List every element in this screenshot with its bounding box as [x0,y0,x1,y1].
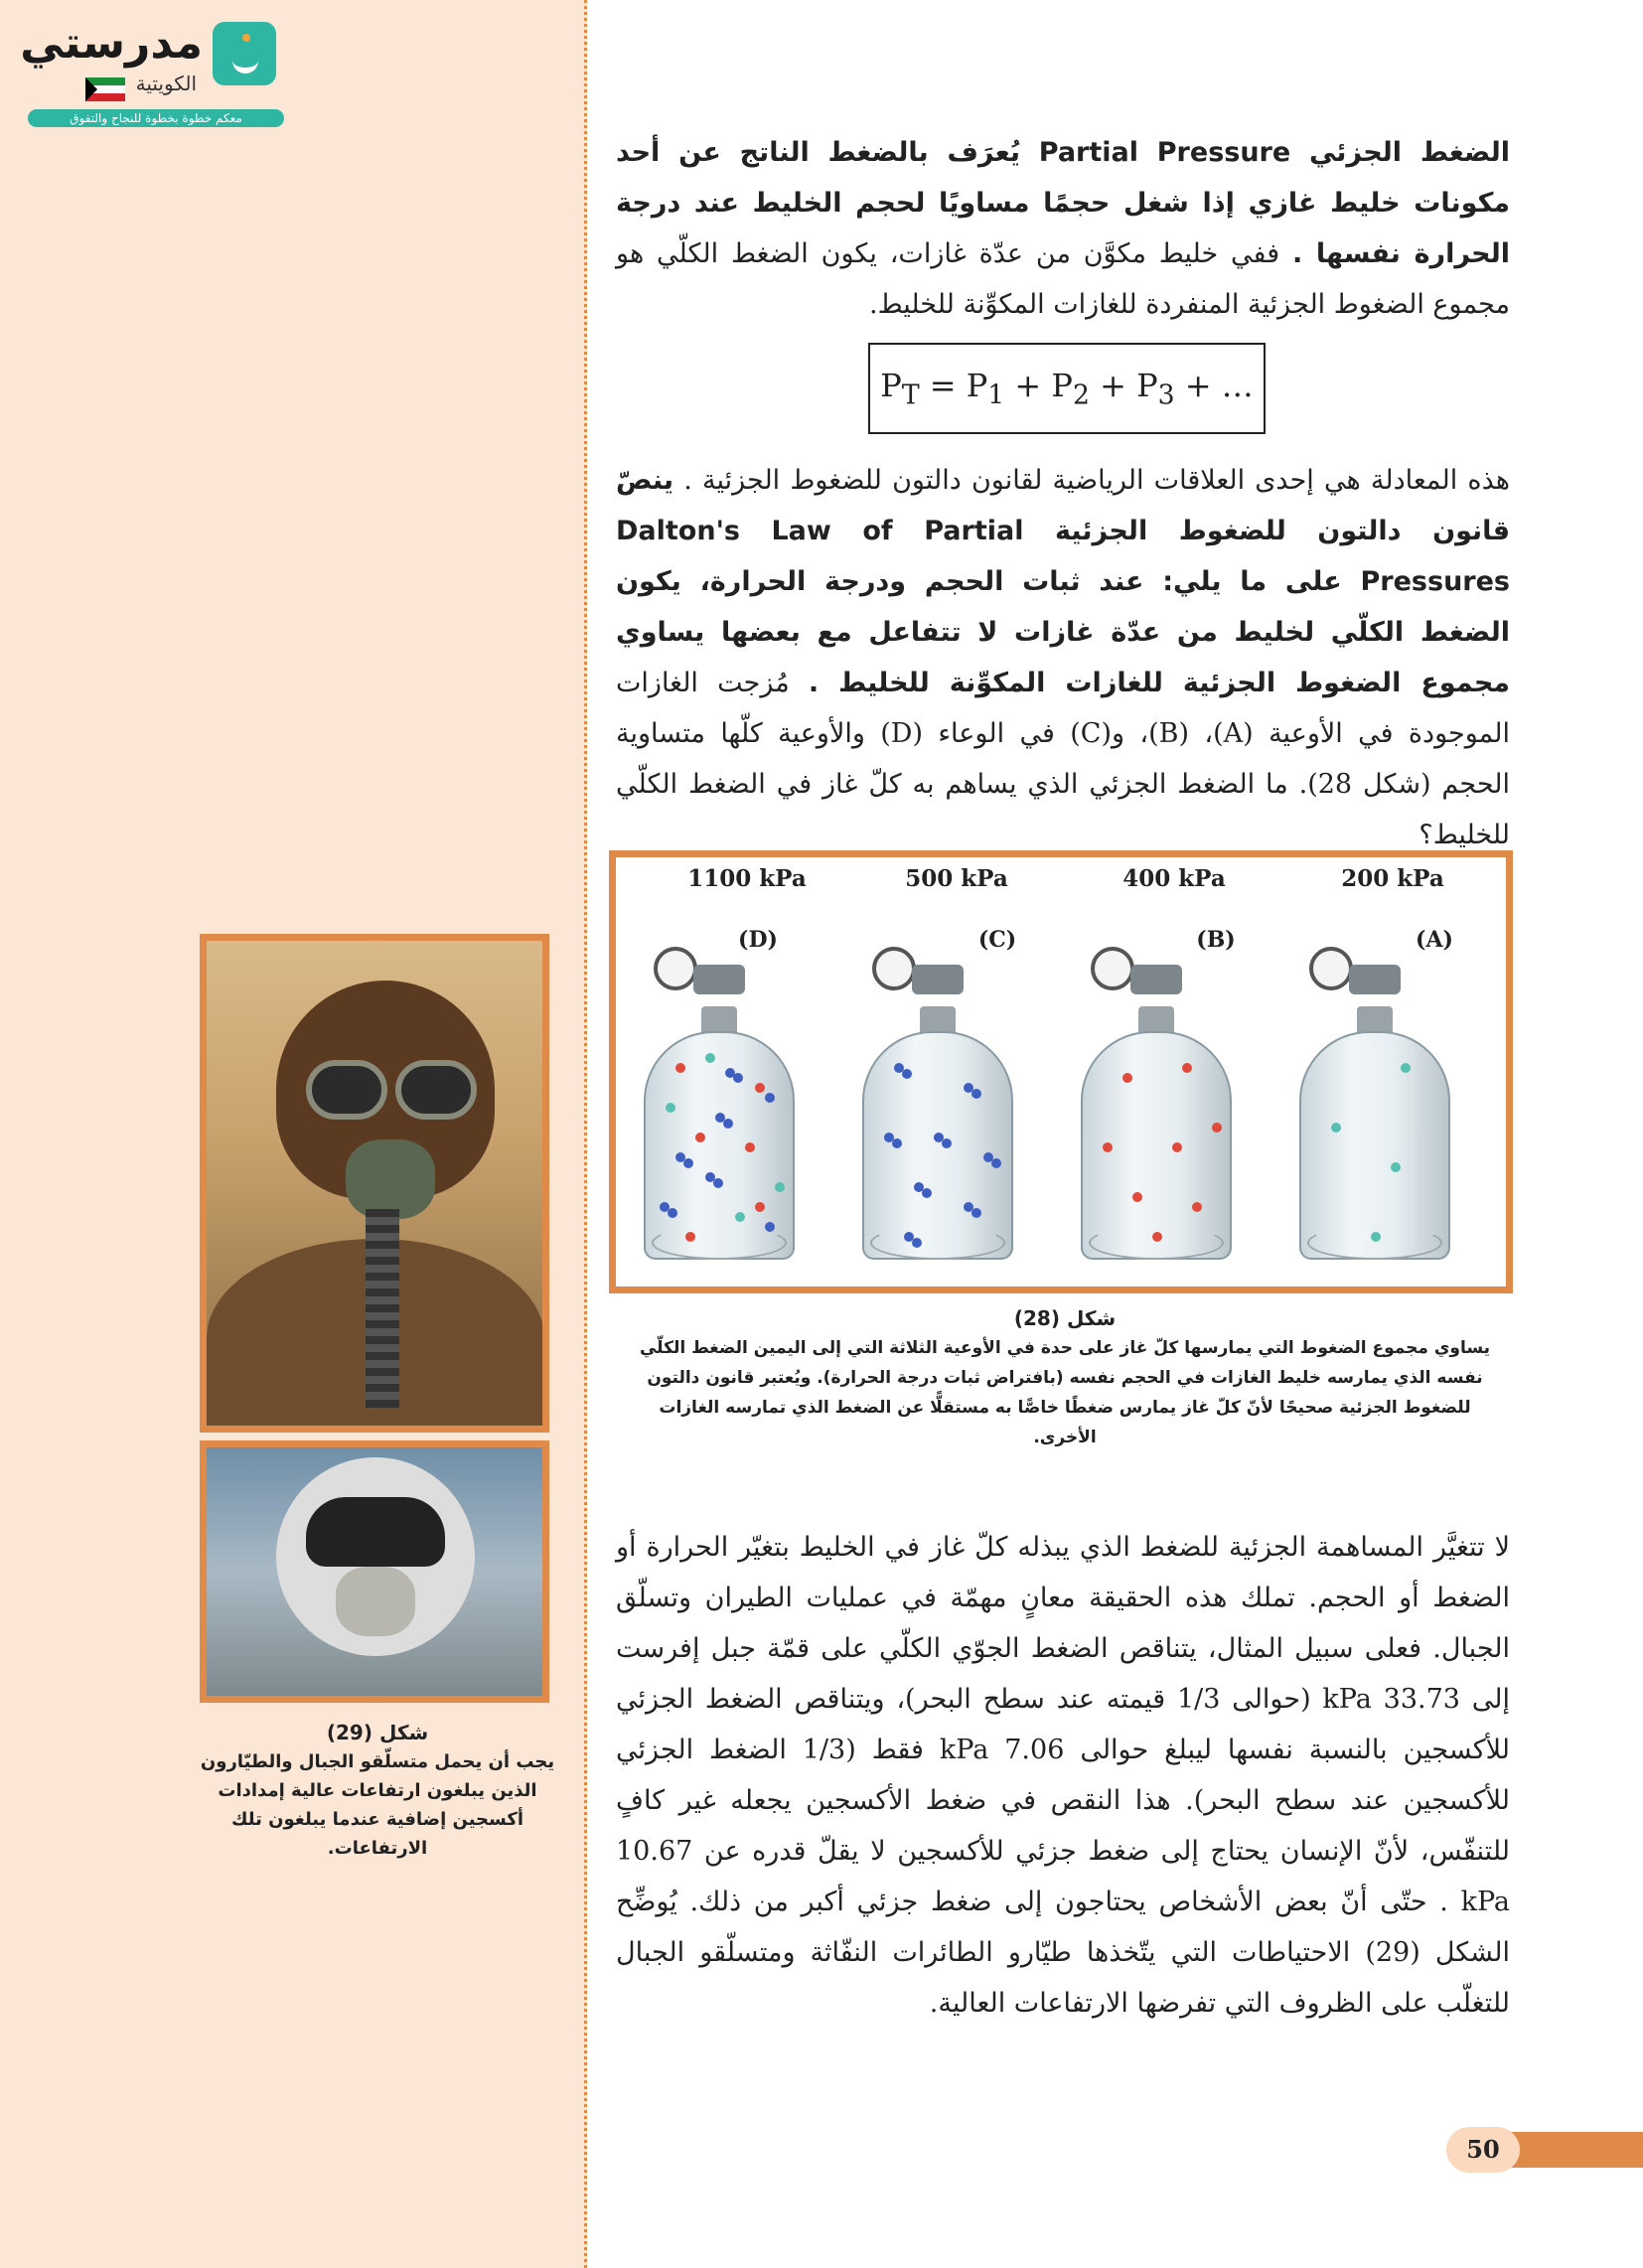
vessel-c-label: (C) [977,927,1017,953]
vessel-c-pressure: 500 kPa [905,865,1008,892]
vessel-c [862,1031,1013,1260]
pilot-photo-jet [200,1440,549,1703]
figure28 [609,850,1513,1293]
vessel-b-pressure: 400 kPa [1122,865,1226,892]
figure29-text: يجب أن يحمل متسلّقو الجبال والطيّارون الذين يبلغون ارتفاعات عالية إمدادات أكسجين إضافية عندما يبلغون تلك الارتفاعات. [200,1751,555,1859]
gauge-icon [1309,947,1353,990]
valve-icon [912,965,964,994]
valve-icon [1130,965,1182,994]
logo-tagline: معكم خطوة بخطوة للنجاح والتفوق [28,109,284,127]
gauge-icon [654,947,697,990]
paragraph2-intro: هذه المعادلة هي إحدى العلاقات الرياضية لقانون دالتون للضغوط الجزئية . [683,465,1510,496]
dalton-law-statement: ينصّ قانون دالتون للضغوط الجزئية Dalton's Law of Partial Pressures على ما يلي: عند ثبات الحجم ودرجة الحرارة، يكون الضغط الكلّي لخليط من عدّة غازات لا تتفاعل مع بعضها يساوي مجموع الضغوط الجزئية للغازات المكوِّنة للخليط . [616,465,1511,698]
figure29-caption [189,1719,566,1863]
paragraph2-text: مُزجت الغازات الموجودة في الأوعية (A)، (B)، و(C) في الوعاء (D) والأوعية كلّها متساوية الحجم (شكل 28). ما الضغط الجزئي الذي يساهم به كلّ غاز في الضغط الكلّي للخليط؟ [616,668,1511,850]
figure28-text: يساوي مجموع الضغوط التي يمارسها كلّ غاز على حدة في الأوعية الثلاثة التي إلى اليمين الضغط الكلّي نفسه الذي يمارسه خليط الغازات في الحجم نفسه (بافتراض ثبات درجة الحرارة). ويُعتبر قانون دالتون للضغوط الجزئية صحيحًا لأنّ كلّ غاز يمارس ضغطًا خاصًّا به مستقلًّا عن الضغط الذي تمارسه الغازات الأخرى. [639,1338,1491,1447]
logo-title: مدرستي [20,18,203,69]
vessel-a [1299,1031,1450,1260]
page-number: 50 [1446,2127,1520,2173]
logo-icon [213,22,276,85]
logo-subtitle: الكويتية [135,72,197,95]
figure29-title: شكل (29) [326,1721,429,1744]
gauge-icon [872,947,916,990]
figure28-caption [628,1303,1502,1452]
paragraph1-text: ففي خليط مكوَّن من عدّة غازات، يكون الضغط الكلّي هو مجموع الضغوط الجزئية المنفردة للغازات المكوِّنة للخليط. [616,238,1510,320]
partial-pressure-definition: الضغط الجزئي Partial Pressure يُعرَف بالضغط الناتج عن أحد مكونات خليط غازي إذا شغل حجمًا مساويًا لحجم الخليط عند درجة الحرارة نفسها . [616,137,1510,269]
vessel-a-pressure: 200 kPa [1341,865,1444,892]
vessel-b [1081,1031,1232,1260]
paragraph-dalton-law [616,455,1510,860]
pilot-photo-vintage [200,934,549,1433]
kuwait-flag-icon [85,77,125,101]
vessel-a-label: (A) [1416,927,1453,953]
valve-icon [1349,965,1401,994]
figure28-title: شكل (28) [1013,1306,1117,1330]
gauge-icon [1091,947,1134,990]
vessel-d-pressure: 1100 kPa [687,865,807,892]
vessel-b-label: (B) [1196,927,1236,953]
paragraph-partial-pressure [616,127,1510,330]
vessel-d-label: (D) [738,927,778,953]
logo [20,14,296,125]
vessel-d [644,1031,795,1260]
valve-icon [693,965,745,994]
paragraph-altitude: لا تتغيَّر المساهمة الجزئية للضغط الذي يبذله كلّ غاز في الخليط بتغيّر الحرارة أو الضغط أو الحجم. تملك هذه الحقيقة معانٍ مهمّة في عمليات الطيران وتسلّق الجبال. فعلى سبيل المثال، يتناقص الضغط الجوّي الكلّي على قمّة جبل إفرست إلى 33.73 kPa (حوالى 1/3 قيمته عند سطح البحر)، ويتناقص الضغط الجزئي للأكسجين بالنسبة نفسها ليبلغ حوالى 7.06 kPa فقط (1/3 الضغط الجزئي للأكسجين عند سطح البحر). هذا النقص في ضغط الأكسجين يجعله غير كافٍ للتنفّس، لأنّ الإنسان يحتاج إلى ضغط جزئي للأكسجين لا يقلّ قدره عن 10.67 kPa . حتّى أنّ بعض الأشخاص يحتاجون إلى ضغط جزئي أكبر من ذلك. يُوضِّح الشكل (29) الاحتياطات التي يتّخذها طيّارو الطائرات النفّاثة ومتسلّقو الجبال للتغلّب على الظروف التي تفرضها الارتفاعات العالية. [616,1532,1510,2019]
dalton-formula: $P_T = P_1 + P_2 + P_3$ + … [868,343,1266,434]
